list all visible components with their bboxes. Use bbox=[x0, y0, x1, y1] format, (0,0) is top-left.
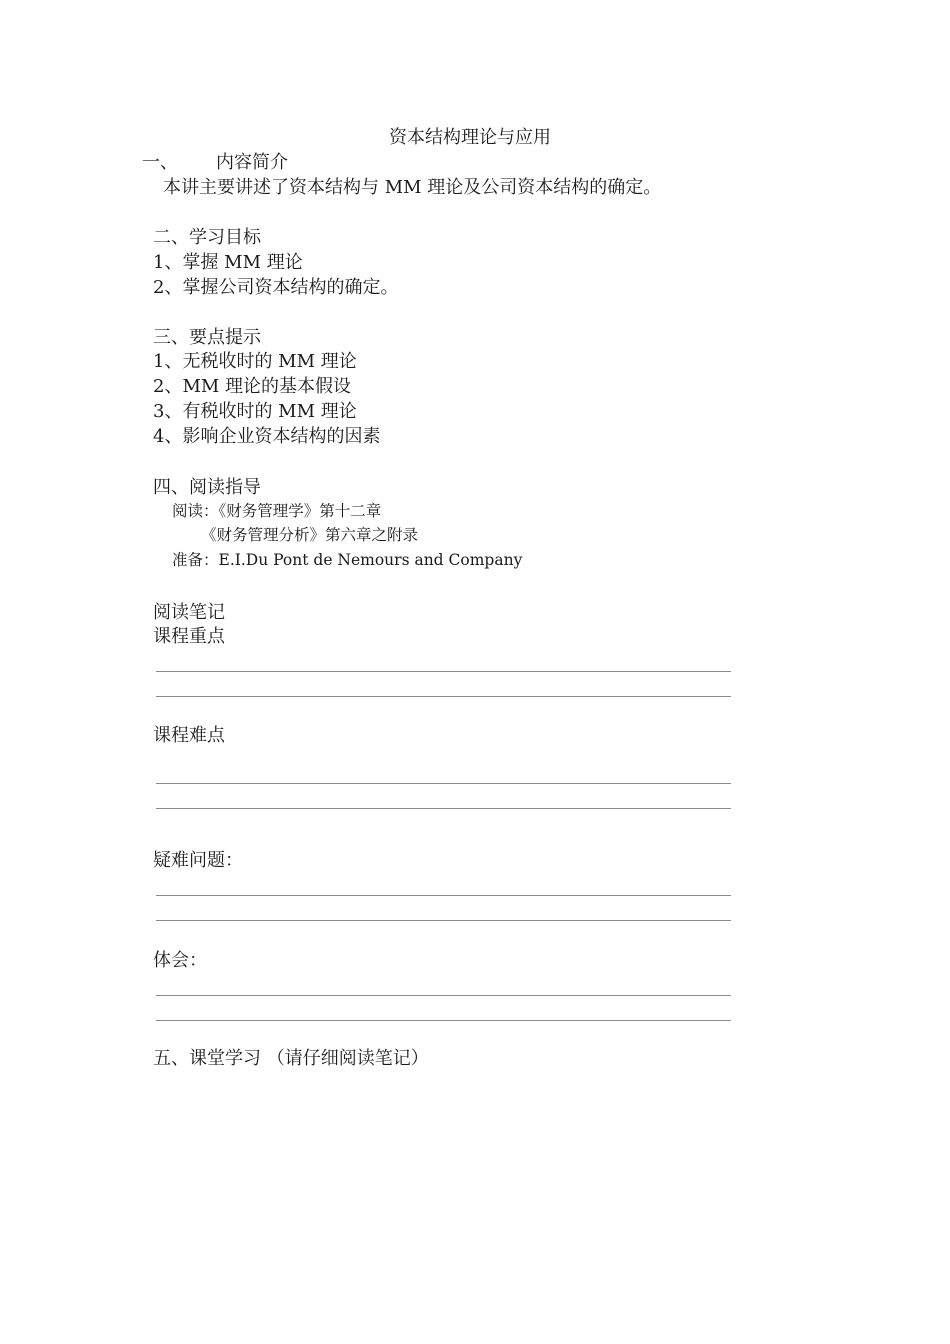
note-line bbox=[156, 895, 731, 896]
sec2-item: 2、掌握公司资本结构的确定。 bbox=[153, 277, 399, 298]
sec1-heading: 内容简介 bbox=[216, 152, 288, 173]
doc-title: 资本结构理论与应用 bbox=[389, 127, 551, 148]
sec5-heading: 五、课堂学习 （请仔细阅读笔记） bbox=[153, 1048, 429, 1069]
note-line bbox=[156, 920, 731, 921]
reflections-label: 体会： bbox=[153, 950, 207, 971]
note-line bbox=[156, 995, 731, 996]
sec3-item: 4、影响企业资本结构的因素 bbox=[153, 426, 381, 447]
note-line bbox=[156, 671, 731, 672]
sec2-item: 1、掌握 MM 理论 bbox=[153, 252, 303, 273]
prepare-line: 准备：E.I.Du Pont de Nemours and Company bbox=[172, 551, 523, 569]
note-line bbox=[156, 783, 731, 784]
key-points-label: 课程重点 bbox=[153, 626, 225, 647]
sec4-heading: 四、阅读指导 bbox=[153, 477, 261, 498]
sec3-item: 2、MM 理论的基本假设 bbox=[153, 376, 352, 397]
note-line bbox=[156, 1020, 731, 1021]
reading-line-1: 阅读：《财务管理学》第十二章 bbox=[172, 502, 382, 520]
note-line bbox=[156, 808, 731, 809]
sec1-number: 一、 bbox=[142, 152, 178, 173]
questions-label: 疑难问题： bbox=[153, 850, 243, 871]
sec1-body: 本讲主要讲述了资本结构与 MM 理论及公司资本结构的确定。 bbox=[163, 177, 662, 198]
sec2-heading: 二、学习目标 bbox=[153, 227, 261, 248]
difficulties-label: 课程难点 bbox=[153, 725, 225, 746]
sec3-item: 1、无税收时的 MM 理论 bbox=[153, 351, 357, 372]
reading-line-2: 《财务管理分析》第六章之附录 bbox=[201, 526, 419, 544]
notes-heading: 阅读笔记 bbox=[153, 602, 225, 623]
sec3-item: 3、有税收时的 MM 理论 bbox=[153, 401, 357, 422]
note-line bbox=[156, 696, 731, 697]
sec3-heading: 三、要点提示 bbox=[153, 327, 261, 348]
